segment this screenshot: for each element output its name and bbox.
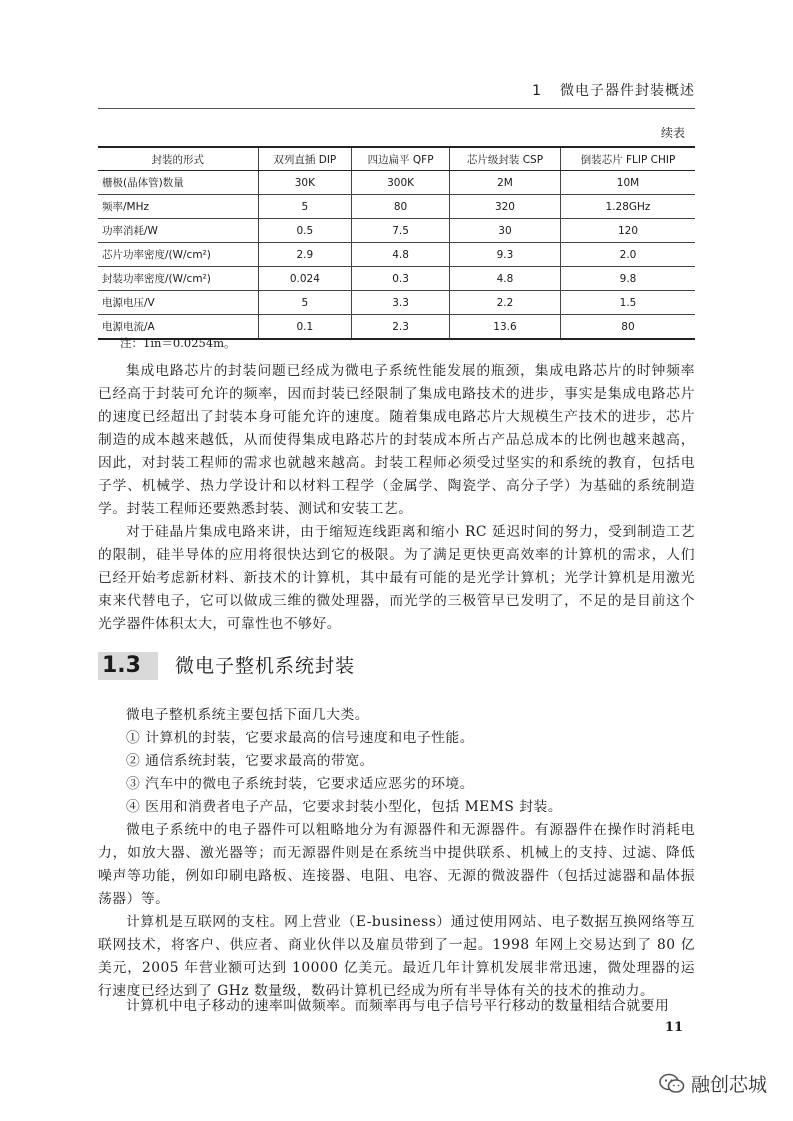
table-cell: 0.3 [352,267,450,291]
chapter-title: 微电子器件封装概述 [560,83,695,99]
table-cell: 3.3 [352,291,450,315]
paragraph-optical-computer: 对于硅晶片集成电路来讲，由于缩短连线距离和缩小 RC 延迟时间的努力，受到制造工艺的限制，硅半导体的应用将很快达到它的极限。为了满足更快更高效率的计算机的需求，人们已经开始考虑新材料、新技术的计算机，其中最有可能的是光学计算机；光学计算机是用激光束来代替电子，它可以做成三维的微处理器，而光学的三极管早已发明了，不足的是目前这个光学器件体积太大，可靠性也不够好。 [98,524,695,632]
table-note: 注：1in＝0.0254m。 [120,336,236,350]
table-cell: 5 [258,195,352,219]
table-header-cell: 芯片级封装 CSP [449,147,560,171]
table-header-cell: 四边扁平 QFP [352,147,450,171]
table-cell: 2.2 [449,291,560,315]
table-row-label: 频率/MHz [98,195,258,219]
list-item: ③ 汽车中的微电子系统封装，它要求适应恶劣的环境。 [126,776,475,792]
chapter-number: 1 [532,83,542,99]
table-row [98,195,695,219]
table-cell: 120 [560,219,695,243]
table-row-label: 栅极(晶体管)数量 [98,171,258,195]
running-head [532,80,695,100]
table-cell: 0.024 [258,267,352,291]
table-row [98,291,695,315]
table-row-label: 电源电压/V [98,291,258,315]
paragraph-frequency: 计算机中电子移动的速率叫做频率。而频率再与电子信号平行移动的数量相结合就要用 [126,998,670,1014]
table-header-row [98,147,695,171]
table-row-label: 芯片功率密度/(W/cm²) [98,243,258,267]
package-spec-table [98,146,695,340]
header-rule [98,108,695,109]
table-cell: 2.0 [560,243,695,267]
table-cell: 7.5 [352,219,450,243]
watermark-text: 融创芯城 [690,1074,767,1096]
table-header-cell: 双列直插 DIP [258,147,352,171]
table-cell: 300K [352,171,450,195]
table-continued-label: 续表 [660,126,685,140]
watermark [659,1070,767,1097]
table-cell: 30 [449,219,560,243]
table-row [98,171,695,195]
table-cell: 4.8 [449,267,560,291]
page-number: 11 [664,1020,683,1035]
table-cell: 5 [258,291,352,315]
section-number: 1.3 [98,652,158,680]
table-cell: 4.8 [352,243,450,267]
table-cell: 2.9 [258,243,352,267]
table-cell: 13.6 [449,315,560,340]
table-cell: 9.3 [449,243,560,267]
paragraph-packaging-bottleneck: 集成电路芯片的封装问题已经成为微电子系统性能发展的瓶颈，集成电路芯片的时钟频率已经高于封装可允许的频率，因而封装已经限制了集成电路技术的进步，事实是集成电路芯片的速度已经超出了封装本身可能允许的速度。随着集成电路芯片大规模生产技术的进步，芯片制造的成本越来越低，从而使得集成电路芯片的封装成本所占产品总成本的比例也越来越高，因此，对封装工程师的需求也就越来越高。封装工程师必须受过坚实的和系统的教育，包括电子学、机械学、热力学设计和以材料工程学（金属学、陶瓷学、高分子学）为基础的系统制造学。封装工程师还要熟悉封装、测试和安装工艺。 [98,363,695,517]
paragraph-active-passive: 微电子系统中的电子器件可以粗略地分为有源器件和无源器件。有源器件在操作时消耗电力，如放大器、激光器等；而无源器件则是在系统当中提供联系、机械上的支持、过滤、降低噪声等功能，例如印刷电路板、连接器、电阻、电容、无源的微波器件（包括过滤器和晶体振荡器）等。 [98,822,695,907]
table-cell: 2M [449,171,560,195]
table-cell: 0.5 [258,219,352,243]
wechat-icon [659,1073,685,1095]
table-row-label: 电源电流/A [98,315,258,340]
section-intro: 微电子整机系统主要包括下面几大类。 [126,707,370,723]
table-cell: 30K [258,171,352,195]
table-cell: 9.8 [560,267,695,291]
table-cell: 2.3 [352,315,450,340]
section-title: 微电子整机系统封装 [175,655,356,677]
list-item: ② 通信系统封装，它要求最高的带宽。 [126,753,374,769]
table-cell: 10M [560,171,695,195]
table-row-label: 功率消耗/W [98,219,258,243]
paragraph-internet: 计算机是互联网的支柱。网上营业（E-business）通过使用网站、电子数据互换网络等互联网技术，将客户、供应者、商业伙伴以及雇员带到了一起。1998 年网上交易达到了 80 亿美元，2005 年营业额可达到 10000 亿美元。最近几年计算机发展非常迅速，微处理器的运行速度已经达到了 GHz 数量级，数码计算机已经成为所有半导体有关的技术的推动力。 [98,914,695,999]
table-header-cell: 倒装芯片 FLIP CHIP [560,147,695,171]
table-row [98,243,695,267]
list-item: ① 计算机的封装，它要求最高的信号速度和电子性能。 [126,730,475,746]
list-item: ④ 医用和消费者电子产品，它要求封装小型化，包括 MEMS 封装。 [126,799,563,815]
table-cell: 80 [560,315,695,340]
table-cell: 320 [449,195,560,219]
table-cell: 1.5 [560,291,695,315]
table-cell: 80 [352,195,450,219]
table-header-cell: 封装的形式 [98,147,258,171]
table-row-label: 封装功率密度/(W/cm²) [98,267,258,291]
table-row [98,219,695,243]
table-cell: 1.28GHz [560,195,695,219]
table-row [98,267,695,291]
table-cell: 0.1 [258,315,352,340]
